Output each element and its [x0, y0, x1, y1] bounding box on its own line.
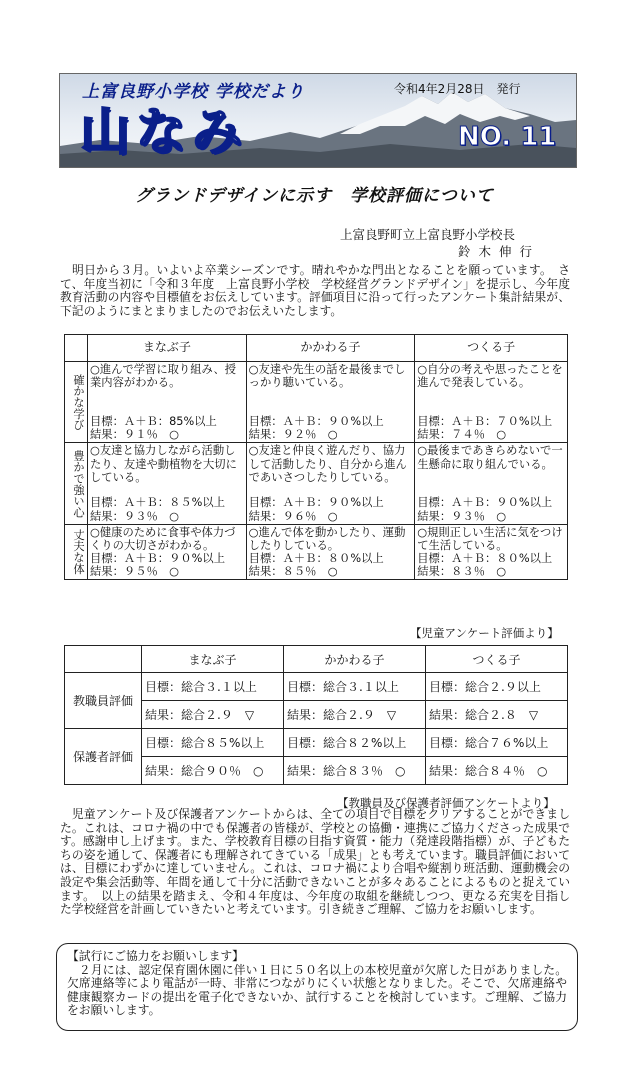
student-survey-table	[64, 334, 568, 580]
issue-number: NO. 11	[458, 122, 557, 152]
result-text: 結果：９６％ ○	[248, 509, 338, 523]
table-header-row	[65, 335, 568, 362]
item-text: ○最後まであきらめないで一生懸命に取り組んでいる。	[417, 444, 563, 471]
header-banner	[59, 73, 577, 168]
goal-cell: 目標：総合３.１以上	[284, 673, 426, 701]
goal-text: 目標：Ａ＋Ｂ：８５%以上	[90, 496, 226, 510]
column-header: つくる子	[415, 335, 568, 362]
table-row	[65, 443, 568, 524]
item-text: ○健康のために食事や体力づくりの大切さがわかる。	[90, 525, 236, 553]
survey-cell	[415, 443, 568, 524]
intro-paragraph: 明日から３月。いよいよ卒業シーズンです。晴れやかな門出となることを願っています。 さて、年度当初に「令和３年度 上富良野小学校 学校経営グランドデザイン」を提示し、今年度教育活動の内容や目標値をお伝えしています。評価項目に沿って行ったアンケート集計結果が、下記のようにまとまりましたのでお伝えいたします。	[60, 263, 570, 318]
goal-text: 目標：Ａ＋Ｂ：９０%以上	[248, 415, 384, 428]
notice-title: 【試行にご協力をお願いします】	[67, 949, 244, 963]
survey-cell	[88, 443, 247, 524]
item-text: ○規則正しい生活に気をつけて生活している。	[417, 525, 563, 553]
row-header: 保護者評価	[65, 729, 142, 785]
table-row	[65, 524, 568, 579]
goal-text: 目標：Ａ＋Ｂ：９０%以上	[248, 496, 384, 510]
survey-cell	[246, 443, 415, 524]
table-row	[65, 362, 568, 443]
newsletter-name: 山なみ	[80, 103, 248, 161]
corner-cell	[65, 335, 88, 362]
survey-cell	[246, 362, 415, 443]
issue-date: 令和4年2月28日 発行	[394, 82, 521, 96]
result-cell: 結果：総合８３％ ○	[284, 757, 426, 785]
row-header: 丈夫な体	[65, 524, 88, 579]
goal-cell: 目標：総合７６%以上	[426, 729, 568, 757]
result-text: 結果：９３％ ○	[90, 509, 179, 523]
column-header: かかわる子	[246, 335, 415, 362]
staff-parent-evaluation-table	[64, 645, 568, 785]
row-header: 確かな学び	[65, 362, 88, 443]
school-title: 上富良野小学校 学校だより	[82, 82, 305, 102]
goal-cell: 目標：総合２.９以上	[426, 673, 568, 701]
notice-box	[56, 943, 578, 1031]
column-header: つくる子	[426, 646, 568, 673]
author-org: 上富良野町立上富良野小学校長	[340, 227, 516, 242]
survey-cell	[415, 524, 568, 579]
item-text: ○進んで学習に取り組み、授業内容がわかる。	[90, 363, 237, 390]
result-cell: 結果：総合２.９ ▽	[142, 701, 284, 729]
result-text: 結果：８３％ ○	[417, 565, 507, 579]
goal-text: 目標：Ａ＋Ｂ：85%以上	[90, 415, 217, 428]
goal-cell: 目標：総合８５%以上	[142, 729, 284, 757]
item-text: ○進んで体を動かしたり、運動したりしている。	[248, 525, 406, 553]
result-text: 結果：９２％ ○	[248, 428, 338, 442]
item-text: ○友達と協力しながら活動したり、友達や動植物を大切にしている。	[90, 444, 237, 484]
table-header-row	[65, 646, 568, 673]
summary-paragraph: 児童アンケート及び保護者アンケートからは、全ての項目で目標をクリアすることができました。これは、コロナ禍の中でも保護者の皆様が、学校との協働・連携にご協力くださった成果です。感謝申し上げます。また、学校教育目標の目指す資質・能力（発達段階指標）が、子どもたちの姿を通して、保護者にも理解されてきている「成果」とも考えています。職員評価においては、目標にわずかに達していません。これは、コロナ禍により合唱や縦割り班活動、運動機会の設定や集会活動等、年間を通して十分に活動できないことが多々あることによるものと捉えています。 以上の結果を踏まえ、令和４年度は、今年度の取組を継続しつつ、更なる充実を目指した学校経営を計画していきたいと考えています。引き続きご理解、ご協力をお願いします。	[60, 807, 570, 917]
column-header: まなぶ子	[142, 646, 284, 673]
author-name: 鈴木伸行	[458, 244, 541, 259]
goal-text: 目標：Ａ＋Ｂ：７０%以上	[417, 415, 553, 428]
column-header: まなぶ子	[88, 335, 247, 362]
goal-cell: 目標：総合８２%以上	[284, 729, 426, 757]
goal-text: 目標：Ａ＋Ｂ：８０%以上	[248, 551, 384, 565]
survey-source-note: 【児童アンケート評価より】	[410, 626, 559, 640]
survey-cell	[88, 362, 247, 443]
result-cell: 結果：総合２.９ ▽	[284, 701, 426, 729]
result-text: 結果：７４％ ○	[417, 428, 507, 442]
result-cell: 結果：総合８４％ ○	[426, 757, 568, 785]
result-cell: 結果：総合９０％ ○	[142, 757, 284, 785]
staff-source-note: 【教職員及び保護者評価アンケートより】	[337, 796, 555, 810]
result-text: 結果：９１％ ○	[90, 428, 179, 442]
item-text: ○自分の考えや思ったことを進んで発表している。	[417, 363, 563, 390]
goal-text: 目標：Ａ＋Ｂ：８０%以上	[417, 551, 553, 565]
result-cell: 結果：総合２.８ ▽	[426, 701, 568, 729]
item-text: ○友達や先生の話を最後までしっかり聴いている。	[248, 363, 406, 390]
notice-body: ２月には、認定保育園休園に伴い１日に５０名以上の本校児童が欠席した日がありました。欠席連絡等により電話が一時、非常につながりにくい状態となりました。そこで、欠席連絡や健康観察カードの提出を電子化できないか、試行することを検討しています。ご理解、ご協力をお願いします。	[67, 962, 567, 1018]
goal-text: 目標：Ａ＋Ｂ：９０%以上	[90, 551, 226, 565]
corner-cell	[65, 646, 142, 673]
goal-text: 目標：Ａ＋Ｂ：９０%以上	[417, 496, 553, 510]
survey-cell	[246, 524, 415, 579]
table-row	[65, 729, 568, 757]
result-text: 結果：９３％ ○	[417, 509, 507, 523]
column-header: かかわる子	[284, 646, 426, 673]
row-header: 教職員評価	[65, 673, 142, 729]
page-title: グランドデザインに示す 学校評価について	[135, 186, 494, 206]
table-row	[65, 673, 568, 701]
survey-cell	[415, 362, 568, 443]
goal-cell: 目標：総合３.１以上	[142, 673, 284, 701]
result-text: 結果：８５％ ○	[248, 565, 338, 579]
item-text: ○友達と仲良く遊んだり、協力して活動したり、自分から進んであいさつしたりしている。	[248, 444, 407, 484]
result-text: 結果：９５％ ○	[90, 565, 179, 579]
survey-cell	[88, 524, 247, 579]
row-header: 豊かで強い心	[65, 443, 88, 524]
